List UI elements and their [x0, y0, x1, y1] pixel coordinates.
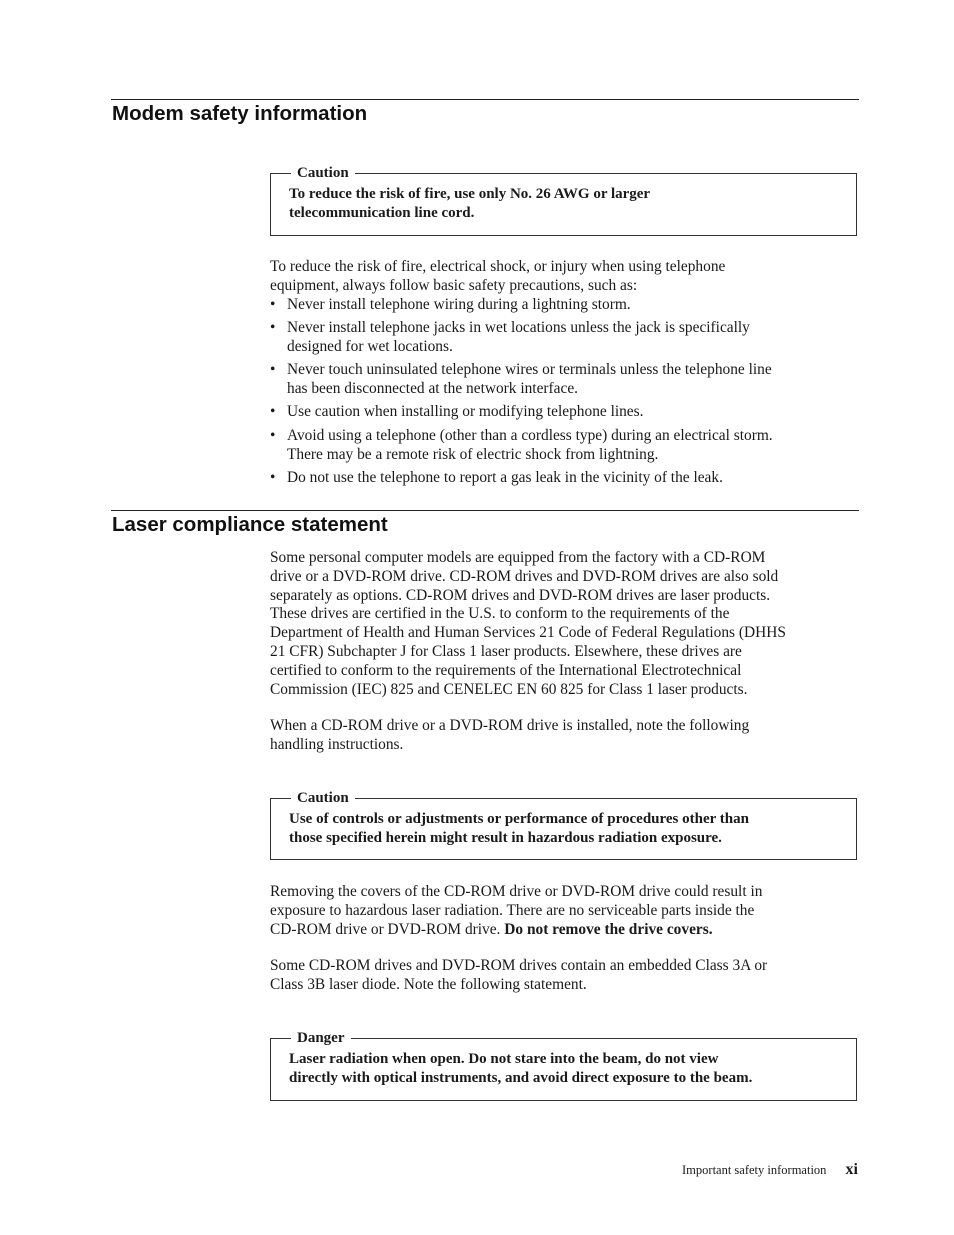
laser-para-3: Removing the covers of the CD-ROM drive or DVD-ROM drive could result in exposure to hazardous laser radiation. There are no serviceable parts inside the CD-ROM drive or DVD-ROM drive. Do not remove the drive covers. [270, 883, 763, 938]
page-number: xi [845, 1161, 858, 1178]
section-rule-laser [111, 510, 859, 511]
list-item: • Never touch uninsulated telephone wires or terminals unless the telephone line has been disconnected at the network interface. [270, 361, 862, 399]
footer-section-title: Important safety information [682, 1163, 827, 1177]
laser-para-1: Some personal computer models are equipped from the factory with a CD-ROM drive or a DVD-ROM drive. CD-ROM drives and DVD-ROM drives are also sold separately as options. CD-ROM drives and DVD-ROM drives are laser products. These drives are certified in the U.S. to conform to the requirements of the Department of Health and Human Services 21 Code of Federal Regulations (DHHS 21 CFR) Subchapter J for Class 1 laser products. Elsewhere, these drives are certified to conform to the requirements of the International Electrotechnical Commission (IEC) 825 and CENELEC EN 60 825 for Class 1 laser products. [270, 549, 786, 698]
list-item: • Never install telephone jacks in wet locations unless the jack is specifically designed for wet locations. [270, 319, 862, 357]
list-item: • Never install telephone wiring during a lightning storm. [270, 296, 862, 315]
caution-text-line: Use of controls or adjustments or performance of procedures other than [289, 811, 749, 827]
heading-laser-compliance: Laser compliance statement [112, 513, 388, 536]
heading-modem-safety: Modem safety information [112, 102, 368, 125]
danger-box [270, 1030, 857, 1101]
danger-label: Danger [291, 1029, 351, 1047]
danger-text-line: Laser radiation when open. Do not stare into the beam, do not view [289, 1051, 719, 1067]
list-item: • Use caution when installing or modifying telephone lines. [270, 403, 862, 422]
section-rule-modem [111, 99, 859, 100]
laser-para-2: When a CD-ROM drive or a DVD-ROM drive is installed, note the following handling instructions. [270, 717, 750, 753]
caution-text-line: telecommunication line cord. [289, 204, 475, 221]
caution-box-laser [270, 790, 857, 860]
caution-text-line: To reduce the risk of fire, use only No. 26 AWG or larger [289, 186, 651, 202]
page-footer [682, 1161, 858, 1179]
caution-label: Caution [291, 164, 355, 182]
modem-precautions-list [270, 296, 862, 488]
modem-intro: To reduce the risk of fire, electrical shock, or injury when using telephone equipment, always follow basic safety precautions, such as: [270, 258, 726, 294]
laser-para-4: Some CD-ROM drives and DVD-ROM drives contain an embedded Class 3A or Class 3B laser diode. Note the following statement. [270, 957, 768, 993]
warning-inline-bold: Do not remove the drive covers. [504, 920, 713, 938]
caution-label: Caution [291, 789, 355, 807]
list-item: • Avoid using a telephone (other than a cordless type) during an electrical storm. There may be a remote risk of electric shock from lightning. [270, 427, 862, 465]
caution-box-modem [270, 165, 857, 236]
modem-body [270, 258, 862, 492]
list-item: • Do not use the telephone to report a gas leak in the vicinity of the leak. [270, 469, 862, 488]
caution-text-line: those specified herein might result in hazardous radiation exposure. [289, 829, 722, 846]
danger-text-line: directly with optical instruments, and avoid direct exposure to the beam. [289, 1069, 753, 1086]
